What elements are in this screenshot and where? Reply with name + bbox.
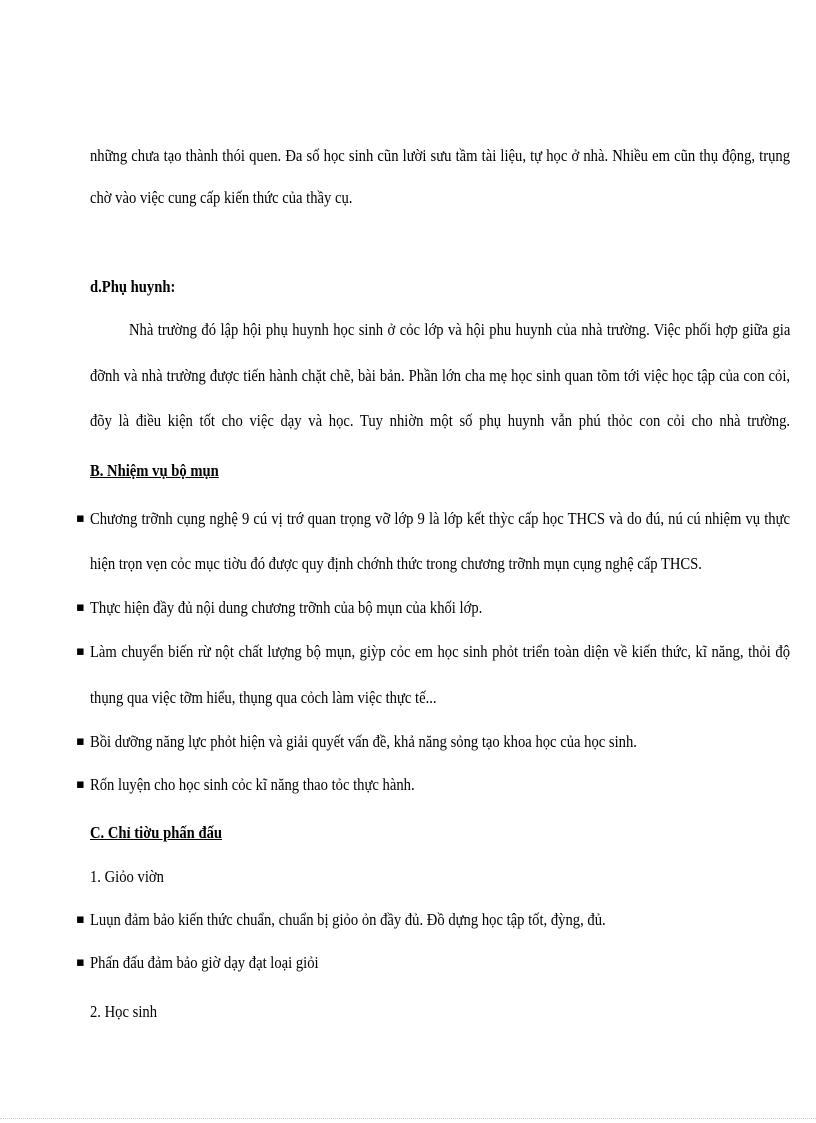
section-d-para-line-2: đỡnh và nhà trường được tiến hành chặt chẽ, bài bản. Phần lớn cha mẹ học sinh quan tõm tới việc học tập của con cỏi,	[90, 366, 791, 385]
section-b-item-3-line-1: Làm chuyển biến rừ nột chất lượng bộ mụn, giỳp cỏc em học sinh phỏt triển toàn diện về kiến thức, kĩ năng, thỏi độ	[90, 642, 791, 661]
section-b-item-1-line-2: hiện trọn vẹn cỏc mục tiờu đó được quy định chớnh thức trong chương trỡnh mụn cụng nghệ cấp THCS.	[90, 554, 702, 573]
page-bottom-divider	[0, 1118, 816, 1119]
bullet-icon: ▪	[76, 600, 85, 615]
section-d-heading: d.Phụ huynh:	[90, 277, 176, 296]
bullet-icon: ▪	[76, 644, 85, 659]
section-b-item-3-line-2: thụng qua việc tỡm hiểu, thụng qua cỏch làm việc thực tế...	[90, 688, 437, 707]
bullet-icon: ▪	[76, 912, 85, 927]
section-c-item-1: Luụn đảm bảo kiến thức chuẩn, chuẩn bị giỏo ỏn đầy đủ. Đồ dựng học tập tốt, đỳng, đủ.	[90, 910, 606, 929]
intro-line-1: những chưa tạo thành thói quen. Đa số học sinh cũn lười sưu tầm tài liệu, tự học ở nhà. Nhiều em cũn thụ động, trụng	[90, 146, 791, 165]
bullet-icon: ▪	[76, 511, 85, 526]
section-b-item-4: Bồi dưỡng năng lực phỏt hiện và giải quyết vấn đề, khả năng sỏng tạo khoa học của học sinh.	[90, 732, 637, 751]
section-b-item-5: Rốn luyện cho học sinh cỏc kĩ năng thao tỏc thực hành.	[90, 775, 415, 794]
section-c-subheading-teachers: 1. Giỏo viờn	[90, 867, 164, 886]
bullet-icon: ▪	[76, 777, 85, 792]
section-b-item-2: Thực hiện đầy đủ nội dung chương trỡnh của bộ mụn của khối lớp.	[90, 598, 483, 617]
section-c-item-2: Phấn đấu đảm bảo giờ dạy đạt loại giỏi	[90, 953, 319, 972]
section-c-heading: C. Chỉ tiờu phấn đấu	[90, 823, 223, 842]
bullet-icon: ▪	[76, 955, 85, 970]
section-b-heading: B. Nhiệm vụ bộ mụn	[90, 461, 219, 480]
section-c-subheading-students: 2. Học sinh	[90, 1002, 158, 1021]
section-d-para-line-3: đõy là điều kiện tốt cho việc dạy và học. Tuy nhiờn một số phụ huynh vẫn phú thỏc con cỏi cho nhà trường.	[90, 411, 791, 430]
section-b-item-1-line-1: Chương trỡnh cụng nghệ 9 cú vị trớ quan trọng vỡ lớp 9 là lớp kết thỳc cấp học THCS và do đú, nú cú nhiệm vụ thực	[90, 509, 791, 528]
intro-line-2: chờ vào việc cung cấp kiến thức của thầy cụ.	[90, 188, 353, 207]
bullet-icon: ▪	[76, 734, 85, 749]
section-d-para-line-1: Nhà trường đó lập hội phụ huynh học sinh ở cỏc lớp và hội phu huynh của nhà trường. Việc phối hợp giữa gia	[129, 320, 791, 339]
